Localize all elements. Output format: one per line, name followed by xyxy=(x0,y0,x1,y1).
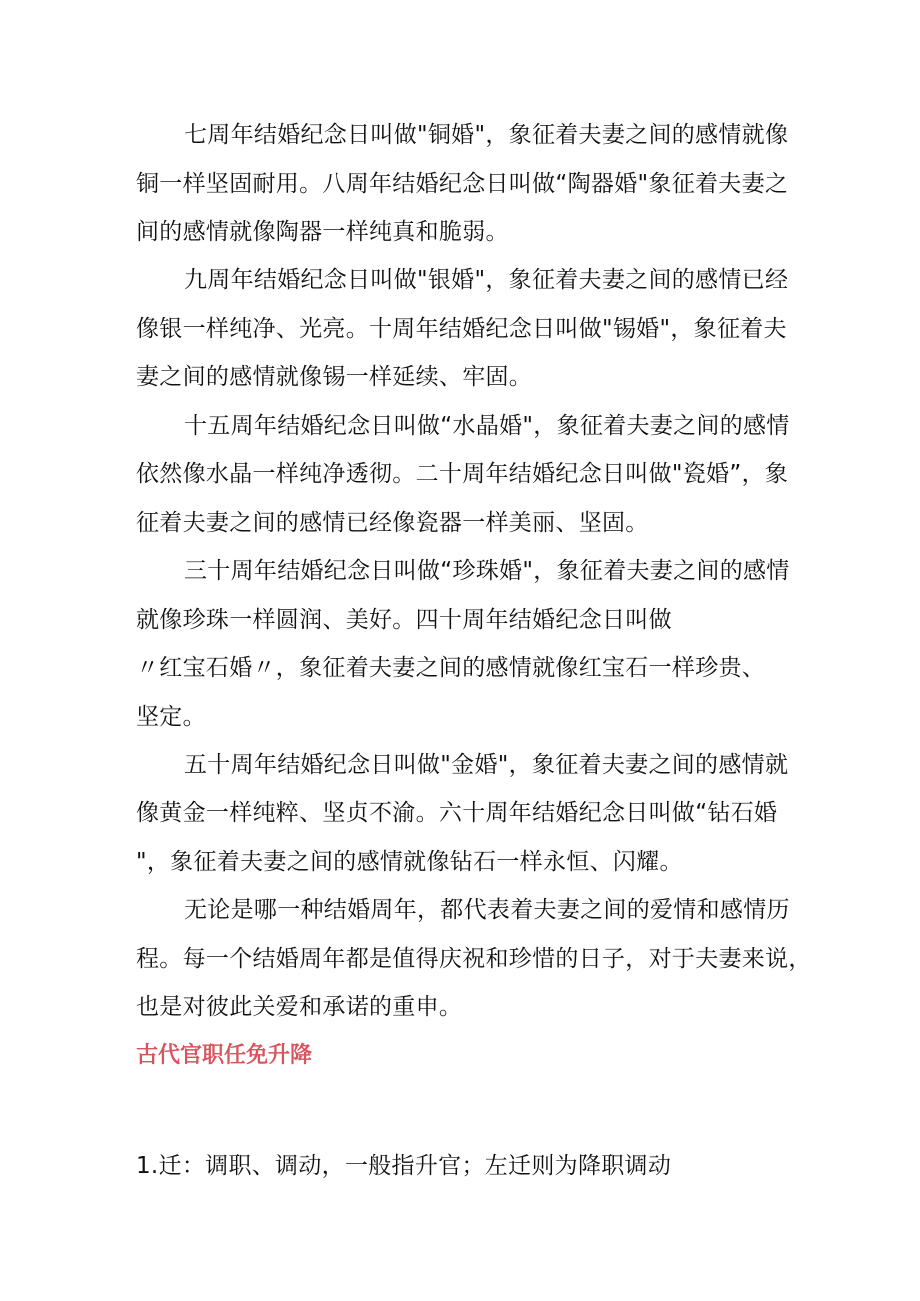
paragraph-6-line-1: 无论是哪一种结婚周年，都代表着夫妻之间的爱情和感情历 xyxy=(184,897,790,923)
paragraph-6-line-2: 程。每一个结婚周年都是值得庆祝和珍惜的日子，对于夫妻来说， xyxy=(136,946,812,972)
paragraph-4-line-4: 坚定。 xyxy=(136,704,206,730)
paragraph-3-line-2: 依然像水晶一样纯净透彻。二十周年结婚纪念日叫做"瓷婚”，象 xyxy=(136,461,789,487)
section-heading: 古代官职任免升降 xyxy=(136,1043,313,1068)
paragraph-5-line-1: 五十周年结婚纪念日叫做"金婚"，象征着夫妻之间的感情就 xyxy=(184,752,789,778)
paragraph-4-line-3: 〃红宝石婚〃，象征着夫妻之间的感情就像红宝石一样珍贵、 xyxy=(136,655,766,681)
paragraph-1-line-1: 七周年结婚纪念日叫做"铜婚"，象征着夫妻之间的感情就像 xyxy=(184,122,789,148)
paragraph-1-line-3: 间的感情就像陶器一样纯真和脆弱。 xyxy=(136,219,509,245)
paragraph-2-line-2: 像银一样纯净、光亮。十周年结婚纪念日叫做"锡婚"，象征着夫 xyxy=(136,316,787,342)
paragraph-5-line-3: "，象征着夫妻之间的感情就像钻石一样永恒、闪耀。 xyxy=(136,849,683,875)
paragraph-6-line-3: 也是对彼此关爱和承诺的重申。 xyxy=(136,994,463,1020)
paragraph-1-line-2: 铜一样坚固耐用。八周年结婚纪念日叫做“陶器婚"象征着夫妻之 xyxy=(136,171,789,197)
list-item-1: 1.迁：调职、调动，一般指升官；左迁则为降职调动 xyxy=(136,1153,672,1179)
paragraph-2-line-1: 九周年结婚纪念日叫做"银婚"，象征着夫妻之间的感情已经 xyxy=(184,267,789,293)
paragraph-5-line-2: 像黄金一样纯粹、坚贞不渝。六十周年结婚纪念日叫做“钻石婚 xyxy=(136,800,778,826)
paragraph-3-line-1: 十五周年结婚纪念日叫做“水晶婚"，象征着夫妻之间的感情 xyxy=(184,413,790,439)
paragraph-3-line-3: 征着夫妻之间的感情已经像瓷器一样美丽、坚固。 xyxy=(136,510,649,536)
paragraph-4-line-2: 就像珍珠一样圆润、美好。四十周年结婚纪念日叫做 xyxy=(136,607,672,633)
paragraph-4-line-1: 三十周年结婚纪念日叫做“珍珠婚"，象征着夫妻之间的感情 xyxy=(184,558,790,584)
paragraph-2-line-3: 妻之间的感情就像锡一样延续、牢固。 xyxy=(136,364,533,390)
